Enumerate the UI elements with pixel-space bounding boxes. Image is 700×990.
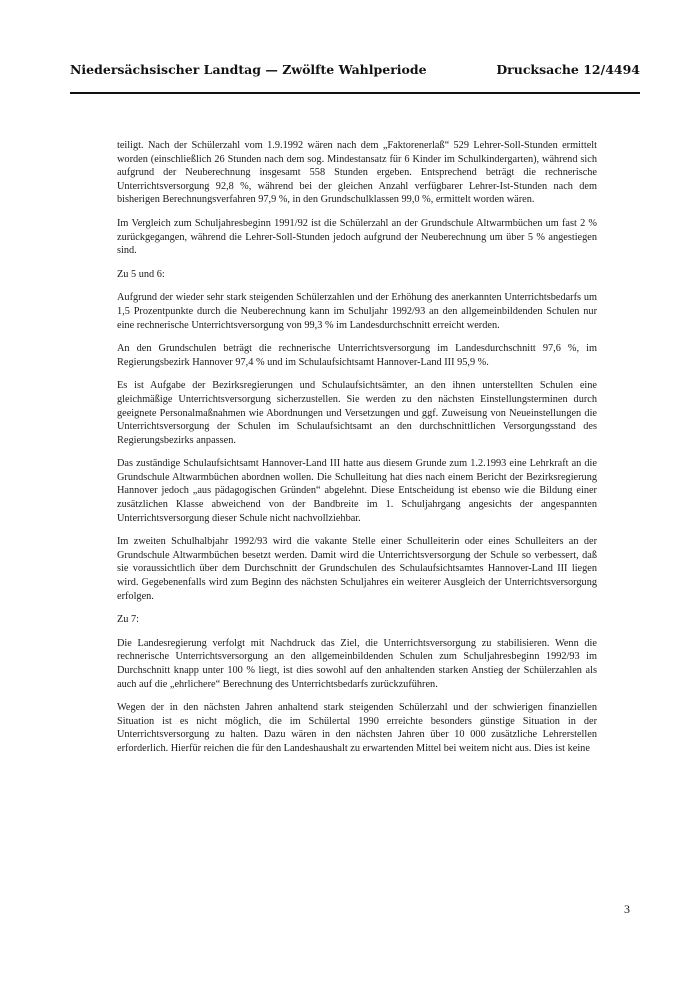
header-parliament-title: Niedersächsischer Landtag — Zwölfte Wahlperiode bbox=[70, 62, 427, 77]
section-heading: Zu 5 und 6: bbox=[117, 268, 165, 280]
document-body bbox=[117, 139, 597, 766]
paragraph: Aufgrund der wieder sehr stark steigenden Schülerzahlen und der Erhöhung des anerkannten Unterrichtsbedarfs um 1,5 Prozentpunkte durch die Neuberechnung kann im Schuljahr 1992/93 an den allgemeinbildenden Schulen nur eine rechnerische Unterrichtsversorgung von 99,3 % im Landesdurchschnitt erreicht werden. bbox=[117, 292, 597, 331]
paragraph: Die Landesregierung verfolgt mit Nachdruck das Ziel, die Unterrichtsversorgung zu stabilisieren. Wenn die rechnerische Unterrichtsversorgung an den allgemeinbildenden Schulen zum Schuljahresbeginn 1992/93 im Durchschnitt knapp unter 100 % liegt, ist dies sowohl auf den anhaltenden starken Anstieg der Schülerzahlen als auch auf die „ehrlichere“ Berechnung des Unterrichtsbedarfs zurückzuführen. bbox=[117, 637, 597, 690]
paragraph: Wegen der in den nächsten Jahren anhaltend stark steigenden Schülerzahl und der schwierigen finanziellen Situation ist es nicht möglich, die im Schülertal 1990 erreichte besonders günstige Situation in der Unterrichtsversorgung zu halten. Dazu wären in den nächsten Jahren über 10 000 zusätzliche Lehrerstellen erforderlich. Hierfür reichen die für den Landeshaushalt zu erwartenden Mittel bei weitem nicht aus. Dies ist keine bbox=[117, 702, 597, 754]
paragraph: Es ist Aufgabe der Bezirksregierungen und Schulaufsichtsämter, an den ihnen unterstellten Schulen eine gleichmäßige Unterrichtsversorgung sicherzustellen. Sie werden zu den nächsten Einstellungsterminen durch geeignete Personalmaßnahmen wie Abordnungen und Versetzungen und ggf. Zuweisung von Neueinstellungen die Unterrichtsversorgung der Schulen im Schulaufsichtsamt an den durchschnittlichen Versorgungsstand des Regierungsbezirks anpassen. bbox=[117, 380, 597, 446]
paragraph: An den Grundschulen beträgt die rechnerische Unterrichtsversorgung im Landesdurchschnitt 97,6 %, im Regierungsbezirk Hannover 97,4 % und im Schulaufsichtsamt Hannover-Land III 95,9 %. bbox=[117, 343, 597, 368]
page-header bbox=[70, 62, 640, 82]
header-rule bbox=[70, 92, 640, 94]
paragraph: Im Vergleich zum Schuljahresbeginn 1991/92 ist die Schülerzahl an der Grundschule Altwarmbüchen um fast 2 % zurückgegangen, während die Lehrer-Soll-Stunden jedoch aufgrund der Neuberechnung um über 5 % angestiegen sind. bbox=[117, 217, 597, 257]
section-heading: Zu 7: bbox=[117, 614, 140, 626]
paragraph: Das zuständige Schulaufsichtsamt Hannover-Land III hatte aus diesem Grunde zum 1.2.1993 eine Lehrkraft an die Grundschule Altwarmbüchen abordnen wollen. Die Schulleitung hat dies nach einem Bericht der Bezirksregierung Hannover jedoch „aus pädagogischen Gründen“ abgelehnt. Diese Entscheidung ist ebenso wie die Bildung einer zusätzlichen Klasse abweichend von der Bandbreite im 1. Schuljahrgang angesichts der angespannten Unterrichtsversorgung dieser Schule nicht nachvollziehbar. bbox=[117, 458, 597, 524]
page-number: 3 bbox=[624, 902, 630, 916]
paragraph: teiligt. Nach der Schülerzahl vom 1.9.1992 wären nach dem „Faktorenerlaß“ 529 Lehrer-Soll-Stunden ermittelt worden (einschließlich 26 Stunden nach dem sog. Mindestansatz für 6 Kinder im Schulkindergarten), während sich aufgrund der Neuberechnung insgesamt 558 Stunden ergeben. Entsprechend beträgt die rechnerische Unterrichtsversorgung 92,8 %, während bei der gleichen Anzahl verfügbarer Lehrer-Ist-Stunden nach dem bisherigen Berechnungsverfahren 97,9 %, in den Grundschulklassen 99,0 %, ermittelt worden wären. bbox=[117, 140, 597, 206]
header-document-number: Drucksache 12/4494 bbox=[496, 62, 640, 77]
paragraph: Im zweiten Schulhalbjahr 1992/93 wird die vakante Stelle einer Schulleiterin oder eines Schulleiters an der Grundschule Altwarmbüchen besetzt werden. Damit wird die Unterrichtsversorgung der Schule so verbessert, daß sie voraussichtlich über dem Durchschnitt der Grundschulen des Schulaufsichtsamtes Hannover-Land III liegen wird. Gegebenenfalls wird zum Beginn des nächsten Schuljahres ein weiterer Ausgleich der Unterrichtsversorgung erfolgen. bbox=[117, 536, 597, 602]
